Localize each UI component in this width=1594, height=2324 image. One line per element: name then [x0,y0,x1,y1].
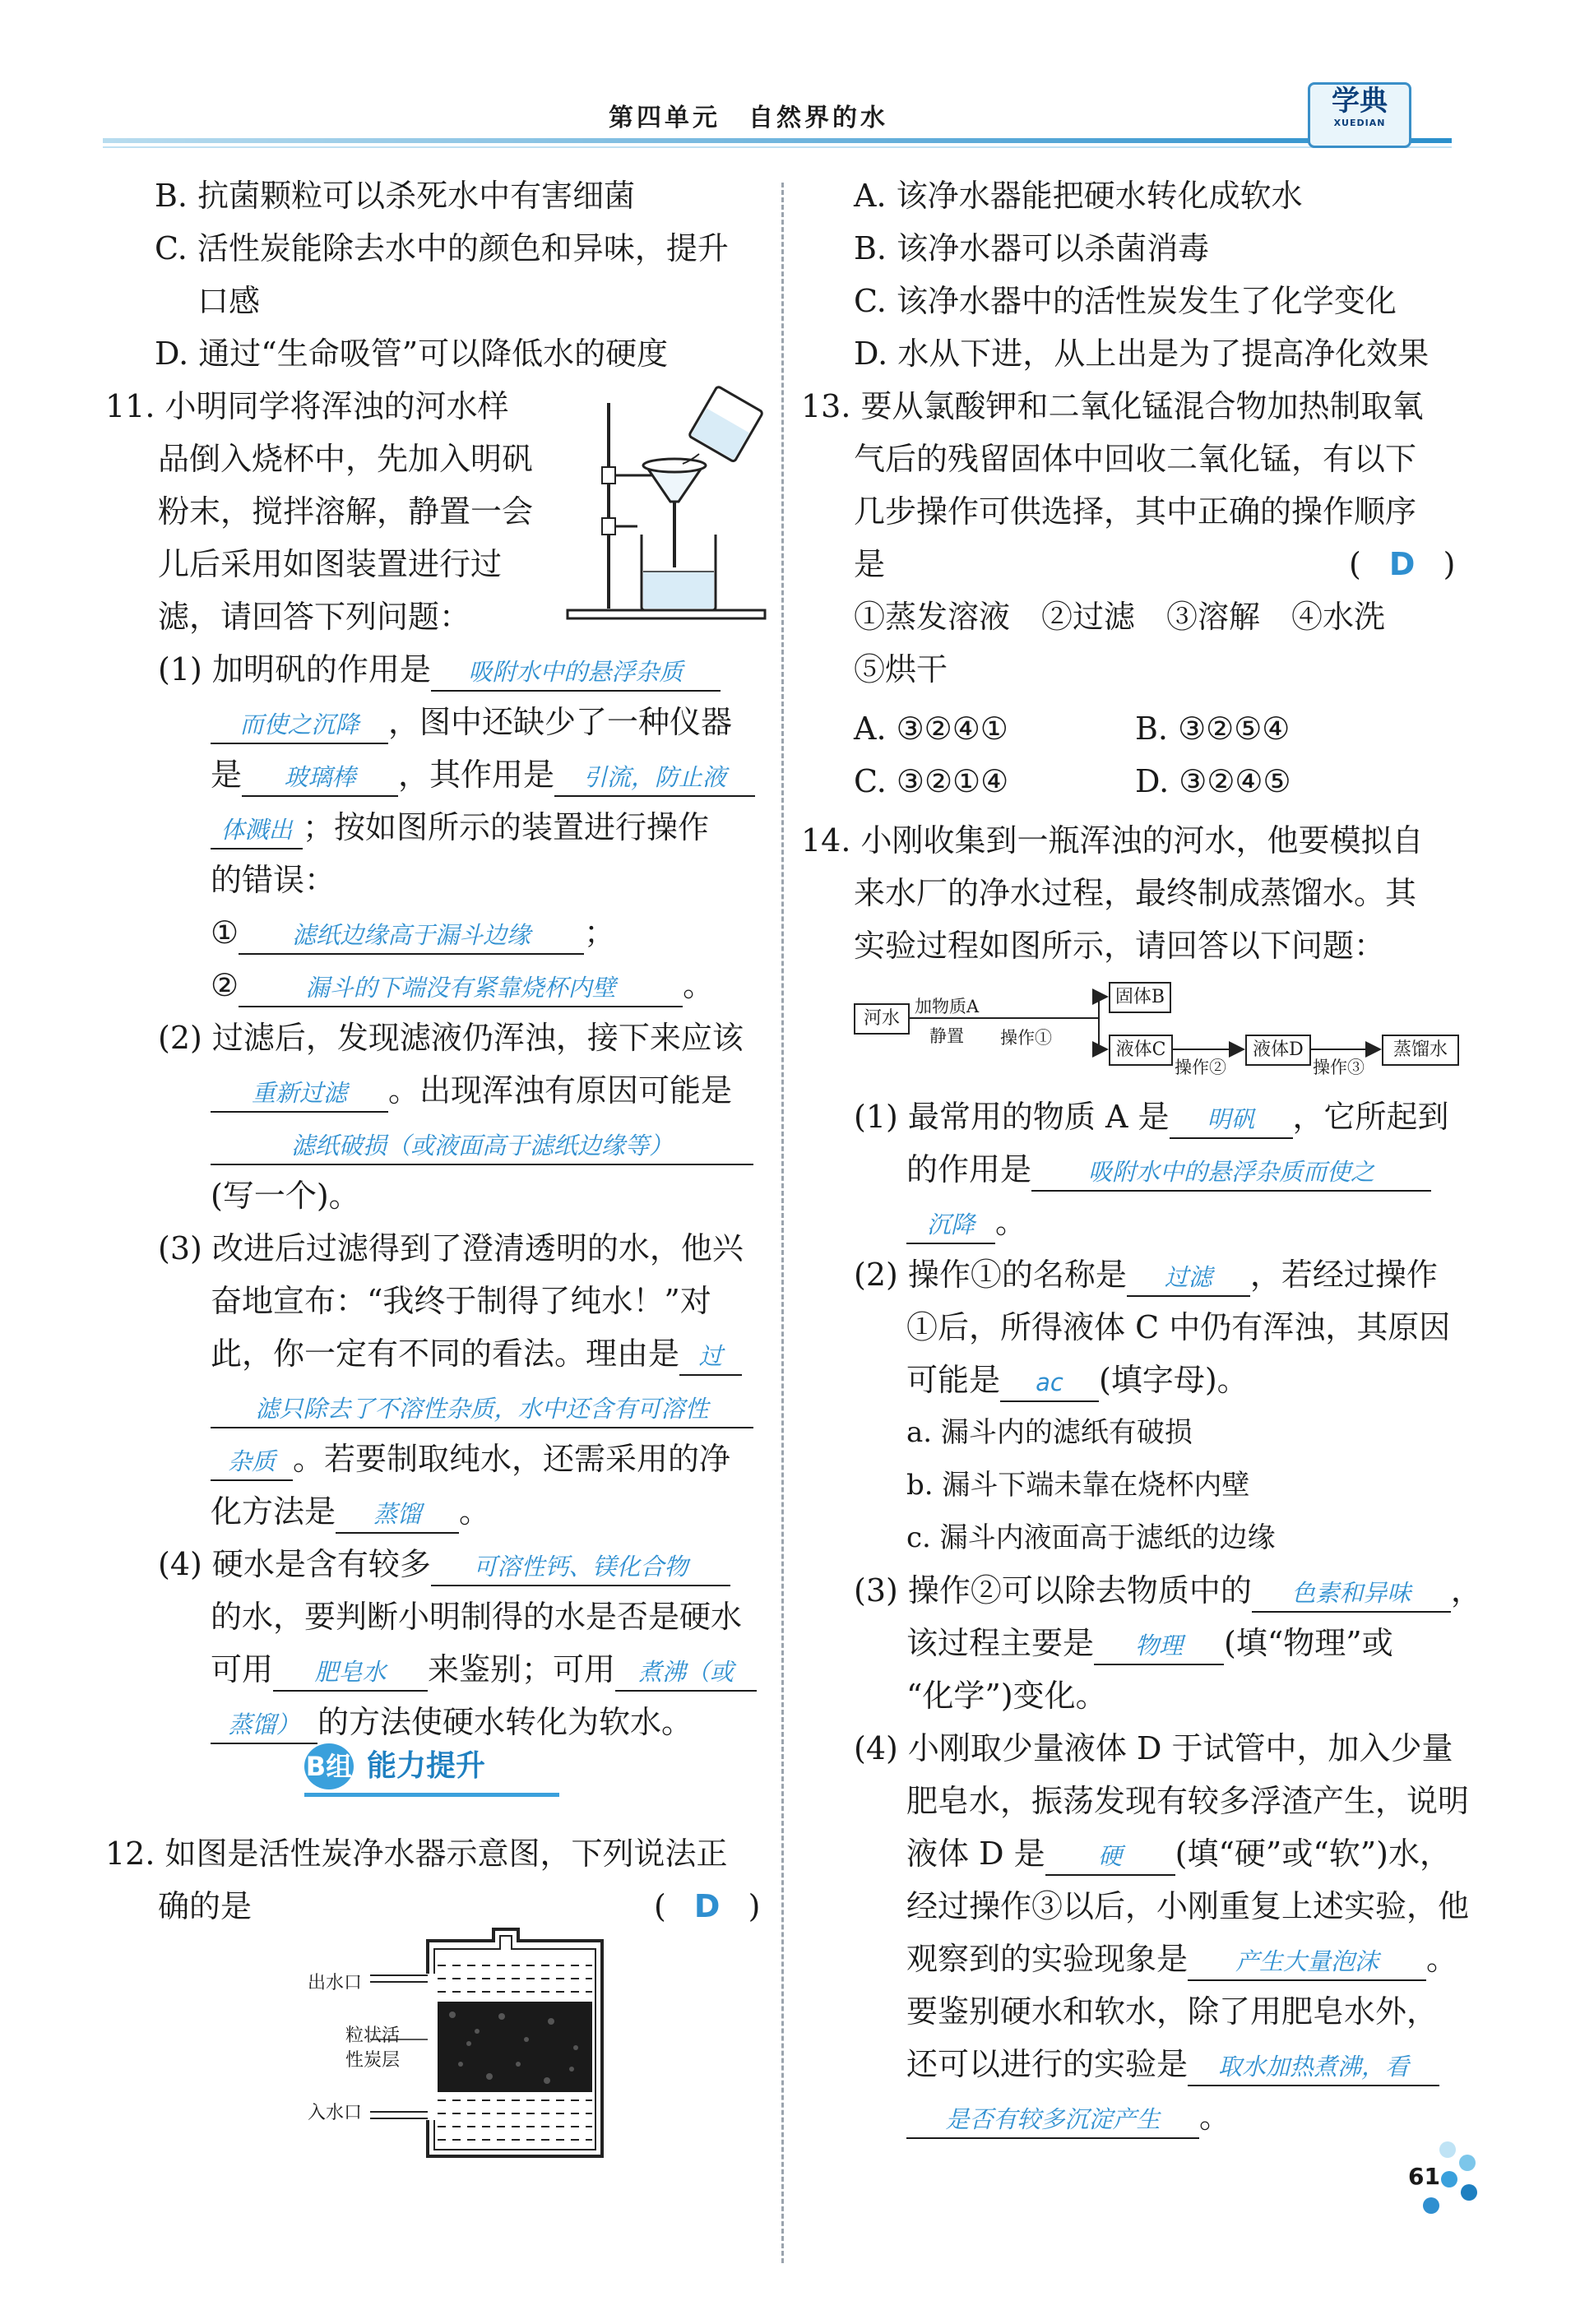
q11-1-text2: ，图中还缺少了一种仪器 [388,704,733,740]
answer-blank-next-step[interactable]: 重新过滤 [211,1075,388,1113]
q14-3-line3: “化学”)变化。 [906,1678,1107,1714]
error2-end: 。 [683,967,715,1003]
label-carbon-layer-2: 性炭层 [345,2050,401,2071]
q10-option-c: C. 活性炭能除去水中的颜色和异味，提升 [155,230,729,266]
answer-blank-change-type[interactable]: 物理 [1094,1627,1224,1665]
q14-2-option-b: b. 漏斗下端未靠在烧杯内壁 [906,1469,1250,1502]
section-b-badge: B组 [304,1743,354,1789]
answer-blank-alt-experiment[interactable]: 取水加热煮沸，看 [1188,2049,1439,2086]
q14-3-text2b: (填“物理”或 [1224,1625,1393,1661]
q11-3-line6 [211,1492,490,1534]
decor-dot [1439,2141,1456,2158]
q13-stem-2: 气后的残留固体中回收二氧化锰，有以下 [854,441,1417,477]
decor-dot [1441,2171,1457,2187]
q14-4-line2: 肥皂水，振荡发现有较多浮渣产生，说明 [906,1783,1470,1819]
header-rule-thin [103,146,1452,148]
flow-op3: 操作③ [1313,1058,1365,1077]
label-outlet: 出水口 [308,1973,363,1993]
answer-blank-soften-method-cont[interactable]: 蒸馏） [211,1706,317,1744]
q11-1-line5: 的错误： [211,862,336,898]
answer-blank-reason[interactable]: 过 [679,1338,742,1376]
q13-option-d: D. ③②④⑤ [1135,763,1291,799]
flow-add-a: 加物质A [915,997,980,1016]
q12-paren-left: ( [654,1888,666,1924]
answer-blank-alum-function[interactable]: 吸附水中的悬浮杂质 [431,654,721,692]
q11-4-text3b: 来鉴别；可用 [428,1651,616,1687]
brand-logo [1308,82,1411,148]
q14-2-text3b: (填字母)。 [1099,1362,1249,1398]
answer-blank-a-function-cont[interactable]: 沉降 [906,1206,995,1244]
q14-2-option-a: a. 漏斗内的滤纸有破损 [906,1416,1193,1449]
q12-option-d: D. 水从下进，从上出是为了提高净化效果 [854,336,1430,372]
q14-4-text7: 还可以进行的实验是 [906,2046,1189,2082]
q14-3-line1 [854,1571,1482,1613]
q13-option-b: B. ③②⑤④ [1135,711,1290,747]
q13-option-c: C. ③②①④ [854,763,1009,799]
answer-blank-instrument-purpose-cont[interactable]: 体溅出 [211,812,303,850]
q11-3-line5 [211,1439,730,1481]
q14-4-text8: 。 [1199,2099,1231,2135]
q14-4-line5 [906,1939,1457,1981]
decor-dot [1459,2155,1476,2171]
q14-2-text1b: ，若经过操作 [1249,1257,1438,1293]
flow-op1: 操作① [1000,1028,1052,1048]
q11-4-text3a: 可用 [211,1651,274,1687]
q14-3-line2 [906,1623,1393,1665]
answer-blank-error-1[interactable]: 滤纸边缘高于漏斗边缘 [239,917,584,955]
q11-3-text5a: 化方法是 [211,1493,336,1530]
q11-3-text5b: 。 [459,1493,491,1530]
answer-blank-soften-method[interactable]: 煮沸（或 [615,1654,757,1692]
answer-blank-a-function[interactable]: 吸附水中的悬浮杂质而使之 [1031,1154,1431,1192]
q14-1-line2 [906,1150,1431,1192]
q11-1-error1 [211,913,615,955]
q11-stem-5: 滤，请回答下列问题： [158,599,471,635]
flow-solid-b: 固体B [1109,982,1171,1013]
q11-4-text1: (4) 硬水是含有较多 [158,1546,431,1582]
q11-4-line3 [211,1650,757,1692]
q14-4-line8 [906,2097,1230,2139]
q14-1-text2: 的作用是 [906,1151,1032,1187]
q10-option-d: D. 通过“生命吸管”可以降低水的硬度 [155,336,669,372]
q14-1-text1b: ，它所起到 [1292,1099,1449,1135]
flow-liquid-d: 液体D [1245,1035,1311,1066]
q11-2-line4: (写一个)。 [211,1178,360,1214]
q12-option-a: A. 该净水器能把硬水转化成软水 [854,178,1303,214]
flow-distilled-water: 蒸馏水 [1382,1035,1459,1066]
answer-blank-instrument-purpose[interactable]: 引流，防止液 [554,759,755,797]
q13-answer-letter[interactable]: D [1388,546,1416,582]
answer-blank-error-2[interactable]: 漏斗的下端没有紧靠烧杯内壁 [239,970,683,1007]
q11-1-line4 [211,808,709,850]
q11-1-prompt: (1) 加明矾的作用是 [158,651,431,687]
q12-stem-1: 12. 如图是活性炭净水器示意图，下列说法正 [105,1836,728,1872]
flow-settle: 静置 [929,1026,964,1046]
q11-1-line3 [211,755,755,797]
section-b-underline [304,1793,559,1797]
q14-4-text3b: (填“硬”或“软”)水， [1175,1836,1451,1872]
q11-2-line1: (2) 过滤后，发现滤液仍浑浊，接下来应该 [158,1020,744,1056]
answer-blank-reason-cont[interactable]: 滤只除去了不溶性杂质，水中还含有可溶性 [211,1391,753,1428]
answer-blank-missing-instrument[interactable]: 玻璃棒 [242,759,398,797]
filtration-apparatus-figure [559,378,773,625]
q10-option-c-cont: 口感 [197,283,261,319]
column-divider [781,183,784,2263]
q11-4-line4 [211,1702,693,1744]
carbon-purifier-diagram [370,1924,633,2163]
header-rule [103,138,1452,143]
q11-3-line4 [211,1387,753,1428]
q14-stem-3: 实验过程如图所示，请回答以下问题： [854,928,1386,964]
q11-1-text3a: 是 [211,757,243,793]
q14-2-line3 [906,1360,1249,1402]
q13-paren-right: ) [1443,546,1456,582]
q14-1-text1: (1) 最常用的物质 A 是 [854,1099,1170,1135]
q12-answer [654,1887,760,1926]
q11-2-line3 [211,1123,753,1165]
error2-mark: ② [211,967,239,1003]
answer-blank-turbid-cause[interactable]: ac [1000,1364,1099,1402]
q14-stem-1: 14. 小刚收集到一瓶浑浊的河水，他要模拟自 [801,822,1424,859]
q13-stem-3: 几步操作可供选择，其中正确的操作顺序 [854,493,1417,530]
answer-blank-alt-experiment-cont[interactable]: 是否有较多沉淀产生 [906,2101,1199,2139]
section-b-label: 能力提升 [367,1749,486,1783]
q14-4-line3 [906,1834,1451,1876]
q14-2-text1: (2) 操作①的名称是 [854,1257,1127,1293]
q12-option-c: C. 该净水器中的活性炭发生了化学变化 [854,283,1397,319]
q11-stem-4: 儿后采用如图装置进行过 [158,546,503,582]
brand-cn: 学典 [1332,85,1388,118]
q11-3-line2: 奋地宣布：“我终于制得了纯水！”对 [211,1283,711,1319]
q14-3-text1: (3) 操作②可以除去物质中的 [854,1572,1252,1609]
q13-answer [1349,544,1455,584]
q13-stem-4: 是 [854,546,886,582]
unit-title: 第四单元 自然界的水 [609,104,888,132]
q12-stem-2: 确的是 [158,1888,253,1924]
q12-paren-right: ) [748,1888,761,1924]
q11-1-error2 [211,965,714,1007]
q14-2-option-c: c. 漏斗内液面高于滤纸的边缘 [906,1521,1276,1554]
q14-3-text2: 该过程主要是 [906,1625,1095,1661]
q14-4-line7 [906,2044,1439,2086]
q11-3-line1: (3) 改进后过滤得到了澄清透明的水，他兴 [158,1230,744,1266]
label-carbon-layer-1: 粒状活 [345,2025,401,2046]
q14-3-text1b: ， [1450,1572,1482,1609]
q11-stem-1: 11. 小明同学将浑浊的河水样 [105,388,509,424]
q11-2-line2 [211,1071,732,1113]
answer-blank-op2-removes[interactable]: 色素和异味 [1252,1575,1451,1613]
answer-blank-purification-method[interactable]: 蒸馏 [336,1496,459,1534]
answer-blank-reason-cont2[interactable]: 杂质 [211,1443,293,1481]
answer-blank-detect-method[interactable]: 肥皂水 [273,1654,428,1692]
q14-1-text3: 。 [995,1204,1027,1240]
answer-blank-turbid-reason[interactable]: 滤纸破损（或液面高于滤纸边缘等） [211,1127,753,1165]
q14-2-line1 [854,1255,1438,1297]
answer-blank-hard-or-soft[interactable]: 硬 [1045,1838,1175,1876]
answer-blank-substance-a[interactable]: 明矾 [1170,1101,1293,1139]
q14-2-line2: ①后，所得液体 C 中仍有浑浊，其原因 [906,1309,1451,1345]
decor-dot [1423,2197,1439,2214]
q14-4-line1: (4) 小刚取少量液体 D 于试管中，加入少量 [854,1730,1453,1766]
q11-stem-3: 粉末，搅拌溶解，静置一会 [158,493,534,530]
q14-4-text5: 观察到的实验现象是 [906,1941,1189,1977]
flow-river-water: 河水 [854,1003,910,1035]
q14-4-text3a: 液体 D 是 [906,1836,1045,1872]
q14-4-line4: 经过操作③以后，小刚重复上述实验，他 [906,1888,1470,1924]
q11-3-text4: 。若要制取纯水，还需采用的净 [293,1441,731,1477]
q11-3-text3: 此，你一定有不同的看法。理由是 [211,1336,680,1372]
answer-blank-observation[interactable]: 产生大量泡沫 [1188,1943,1426,1981]
q14-4-line6: 要鉴别硬水和软水，除了用肥皂水外， [906,1993,1439,2030]
q14-1-line1 [854,1097,1449,1139]
q13-stem-1: 13. 要从氯酸钾和二氧化锰混合物加热制取氧 [801,388,1424,424]
q11-2-text2: 。出现浑浊有原因可能是 [388,1072,733,1109]
decor-dot [1461,2184,1477,2201]
q11-3-line3 [211,1334,742,1376]
error1-end: ； [584,914,616,951]
brand-en: XUEDIAN [1333,118,1386,128]
q10-option-b: B. 抗菌颗粒可以杀死水中有害细菌 [155,178,636,214]
q11-1-text3b: ，其作用是 [398,757,555,793]
q14-stem-2: 来水厂的净水过程，最终制成蒸馏水。其 [854,875,1417,911]
error1-mark: ① [211,914,239,951]
q14-2-text3a: 可能是 [906,1362,1001,1398]
q11-1-line1 [158,650,721,692]
q13-option-a: A. ③②④① [854,711,1008,747]
q11-1-text4: ；按如图所示的装置进行操作 [303,809,710,845]
q11-1-line2 [211,702,732,744]
answer-blank-alum-function-cont[interactable]: 而使之沉降 [211,706,388,744]
answer-blank-op1-name[interactable]: 过滤 [1127,1259,1250,1297]
section-b-heading [304,1742,559,1791]
q12-answer-letter[interactable]: D [693,1888,721,1924]
page-number: 61 [1408,2163,1440,2190]
q11-4-text4: 的方法使硬水转化为软水。 [317,1704,693,1740]
q14-4-text5b: 。 [1426,1941,1458,1977]
q11-4-line2: 的水，要判断小明制得的水是否是硬水 [211,1599,743,1635]
flow-op2: 操作② [1175,1058,1226,1077]
q11-stem-2: 品倒入烧杯中，先加入明矾 [158,441,534,477]
flow-liquid-c: 液体C [1109,1035,1173,1066]
q13-steps-1: ①蒸发溶液 ②过滤 ③溶解 ④水洗 [854,599,1386,635]
q12-option-b: B. 该净水器可以杀菌消毒 [854,230,1210,266]
q14-1-line3 [906,1202,1026,1244]
answer-blank-hard-water-def[interactable]: 可溶性钙、镁化合物 [431,1549,730,1586]
label-inlet: 入水口 [308,2103,363,2123]
q11-4-line1 [158,1544,730,1586]
q13-paren-left: ( [1349,546,1361,582]
q13-steps-2: ⑤烘干 [854,651,948,687]
